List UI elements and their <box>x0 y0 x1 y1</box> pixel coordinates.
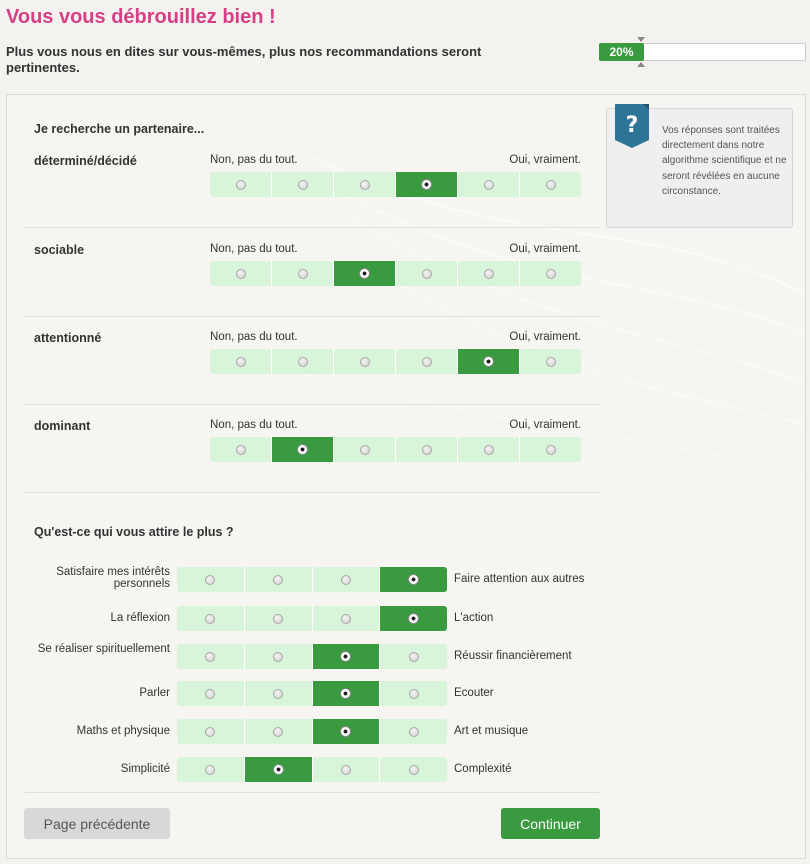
trait-divider <box>25 227 599 228</box>
radio-icon <box>359 268 370 279</box>
rating-option-3[interactable] <box>334 172 396 197</box>
radio-icon <box>408 613 419 624</box>
page-subtitle: Plus vous nous en dites sur vous-mêmes, plus nos recommandations seront pertinentes. <box>6 44 482 75</box>
progress-fill: 20% <box>599 43 644 61</box>
trait-divider <box>25 316 599 317</box>
privacy-help-text: Vos réponses sont traitées directement dans notre algorithme scientifique et ne seront révélées en aucune circonstance. <box>662 125 787 197</box>
preference-option-2[interactable] <box>245 644 313 669</box>
radio-icon <box>340 726 351 737</box>
previous-page-button[interactable]: Page précédente <box>24 808 170 839</box>
radio-icon <box>341 575 351 585</box>
question-mark-icon <box>615 104 649 148</box>
pair-right-label: Ecouter <box>454 687 494 699</box>
radio-icon <box>340 651 351 662</box>
radio-icon <box>205 652 215 662</box>
trait-rating-scale <box>210 437 581 462</box>
preference-option-2[interactable] <box>245 606 313 631</box>
radio-icon <box>409 652 419 662</box>
footer-divider <box>25 792 599 793</box>
radio-icon <box>360 180 370 190</box>
rating-option-3[interactable] <box>334 261 396 286</box>
radio-icon <box>236 445 246 455</box>
radio-icon <box>546 180 556 190</box>
radio-icon <box>236 180 246 190</box>
progress-marker-bottom <box>637 62 645 67</box>
questionnaire-panel <box>6 94 806 859</box>
radio-icon <box>360 445 370 455</box>
preference-option-2[interactable] <box>245 757 313 782</box>
radio-icon <box>546 445 556 455</box>
preference-option-1[interactable] <box>177 757 245 782</box>
preference-scale <box>177 757 447 782</box>
radio-icon <box>273 727 283 737</box>
trait-label: dominant <box>34 419 91 433</box>
preference-option-3[interactable] <box>313 757 381 782</box>
radio-icon <box>298 269 308 279</box>
radio-icon <box>273 689 283 699</box>
rating-option-6[interactable] <box>520 437 581 462</box>
preference-option-2[interactable] <box>245 719 313 744</box>
radio-icon <box>422 357 432 367</box>
radio-icon <box>408 574 419 585</box>
rating-option-1[interactable] <box>210 349 272 374</box>
pair-right-label: L'action <box>454 612 494 624</box>
preference-scale <box>177 719 447 744</box>
scale-low-label: Non, pas du tout. <box>210 243 298 255</box>
radio-icon <box>341 614 351 624</box>
pair-right-label: Faire attention aux autres <box>454 573 585 585</box>
preference-option-4[interactable] <box>380 681 447 706</box>
radio-icon <box>273 652 283 662</box>
pair-left-label: Parler <box>139 687 170 699</box>
progress-marker-top <box>637 37 645 42</box>
preference-scale <box>177 681 447 706</box>
radio-icon <box>409 765 419 775</box>
pair-left-label: Simplicité <box>120 763 170 775</box>
scale-high-label: Oui, vraiment. <box>509 243 581 255</box>
radio-icon <box>205 689 215 699</box>
radio-icon <box>422 445 432 455</box>
rating-option-4[interactable] <box>396 261 458 286</box>
pair-left-label: La réflexion <box>110 612 170 624</box>
radio-icon <box>205 614 215 624</box>
rating-option-2[interactable] <box>272 261 334 286</box>
preference-option-1[interactable] <box>177 644 245 669</box>
scale-high-label: Oui, vraiment. <box>509 154 581 166</box>
trait-rating-scale <box>210 349 581 374</box>
radio-icon <box>273 575 283 585</box>
pair-left-label: Se réaliser spirituellement <box>37 643 170 655</box>
preference-option-1[interactable] <box>177 681 245 706</box>
radio-icon <box>205 575 215 585</box>
radio-icon <box>360 357 370 367</box>
preference-option-4[interactable] <box>380 719 447 744</box>
radio-icon <box>421 179 432 190</box>
radio-icon <box>422 269 432 279</box>
rating-option-5[interactable] <box>458 172 520 197</box>
radio-icon <box>341 765 351 775</box>
privacy-help-box <box>606 108 793 228</box>
rating-option-3[interactable] <box>334 349 396 374</box>
preference-scale <box>177 567 447 592</box>
rating-option-5[interactable] <box>458 261 520 286</box>
partner-section-title: Je recherche un partenaire... <box>34 122 205 136</box>
scale-low-label: Non, pas du tout. <box>210 331 298 343</box>
radio-icon <box>205 727 215 737</box>
radio-icon <box>484 269 494 279</box>
rating-option-4[interactable] <box>396 349 458 374</box>
trait-divider <box>25 404 599 405</box>
rating-option-3[interactable] <box>334 437 396 462</box>
radio-icon <box>483 356 494 367</box>
radio-icon <box>236 357 246 367</box>
pair-left-label: Maths et physique <box>76 725 170 737</box>
scale-low-label: Non, pas du tout. <box>210 419 298 431</box>
radio-icon <box>546 269 556 279</box>
trait-label: attentionné <box>34 331 102 345</box>
radio-icon <box>340 688 351 699</box>
preference-option-2[interactable] <box>245 681 313 706</box>
radio-icon <box>205 765 215 775</box>
section-divider <box>25 492 599 493</box>
rating-option-2[interactable] <box>272 437 334 462</box>
rating-option-5[interactable] <box>458 437 520 462</box>
pair-right-label: Complexité <box>454 763 512 775</box>
pair-right-label: Réussir financièrement <box>454 650 572 662</box>
trait-label: sociable <box>34 243 85 257</box>
radio-icon <box>546 357 556 367</box>
rating-option-6[interactable] <box>520 261 581 286</box>
progress-bar <box>599 43 806 61</box>
rating-option-1[interactable] <box>210 261 272 286</box>
preference-option-4[interactable] <box>380 606 447 631</box>
radio-icon <box>273 614 283 624</box>
radio-icon <box>409 689 419 699</box>
rating-option-6[interactable] <box>520 349 581 374</box>
radio-icon <box>409 727 419 737</box>
scale-high-label: Oui, vraiment. <box>509 419 581 431</box>
scale-low-label: Non, pas du tout. <box>210 154 298 166</box>
preference-option-4[interactable] <box>380 644 447 669</box>
preference-scale <box>177 606 447 631</box>
rating-option-2[interactable] <box>272 349 334 374</box>
preference-option-4[interactable] <box>380 567 447 592</box>
preference-option-2[interactable] <box>245 567 313 592</box>
trait-rating-scale <box>210 261 581 286</box>
attraction-section-title: Qu'est-ce qui vous attire le plus ? <box>34 525 234 539</box>
preference-option-4[interactable] <box>380 757 447 782</box>
radio-icon <box>273 764 284 775</box>
preference-option-3[interactable] <box>313 644 381 669</box>
preference-option-1[interactable] <box>177 567 245 592</box>
pair-right-label: Art et musique <box>454 725 529 737</box>
preference-option-3[interactable] <box>313 719 381 744</box>
preference-option-3[interactable] <box>313 567 381 592</box>
radio-icon <box>484 180 494 190</box>
preference-option-1[interactable] <box>177 719 245 744</box>
radio-icon <box>236 269 246 279</box>
page-title: Vous vous débrouillez bien ! <box>6 6 276 28</box>
rating-option-1[interactable] <box>210 172 272 197</box>
radio-icon <box>297 444 308 455</box>
rating-option-4[interactable] <box>396 172 458 197</box>
rating-option-5[interactable] <box>458 349 520 374</box>
trait-rating-scale <box>210 172 581 197</box>
preference-scale <box>177 644 447 669</box>
radio-icon <box>298 357 308 367</box>
svg-text:?: ? <box>625 113 639 138</box>
preference-option-1[interactable] <box>177 606 245 631</box>
rating-option-4[interactable] <box>396 437 458 462</box>
scale-high-label: Oui, vraiment. <box>509 331 581 343</box>
continue-button[interactable]: Continuer <box>501 808 600 839</box>
rating-option-2[interactable] <box>272 172 334 197</box>
rating-option-6[interactable] <box>520 172 581 197</box>
radio-icon <box>484 445 494 455</box>
radio-icon <box>298 180 308 190</box>
preference-option-3[interactable] <box>313 606 381 631</box>
rating-option-1[interactable] <box>210 437 272 462</box>
preference-option-3[interactable] <box>313 681 381 706</box>
trait-label: déterminé/décidé <box>34 154 137 168</box>
pair-left-label: Satisfaire mes intérêts personnels <box>56 566 170 590</box>
